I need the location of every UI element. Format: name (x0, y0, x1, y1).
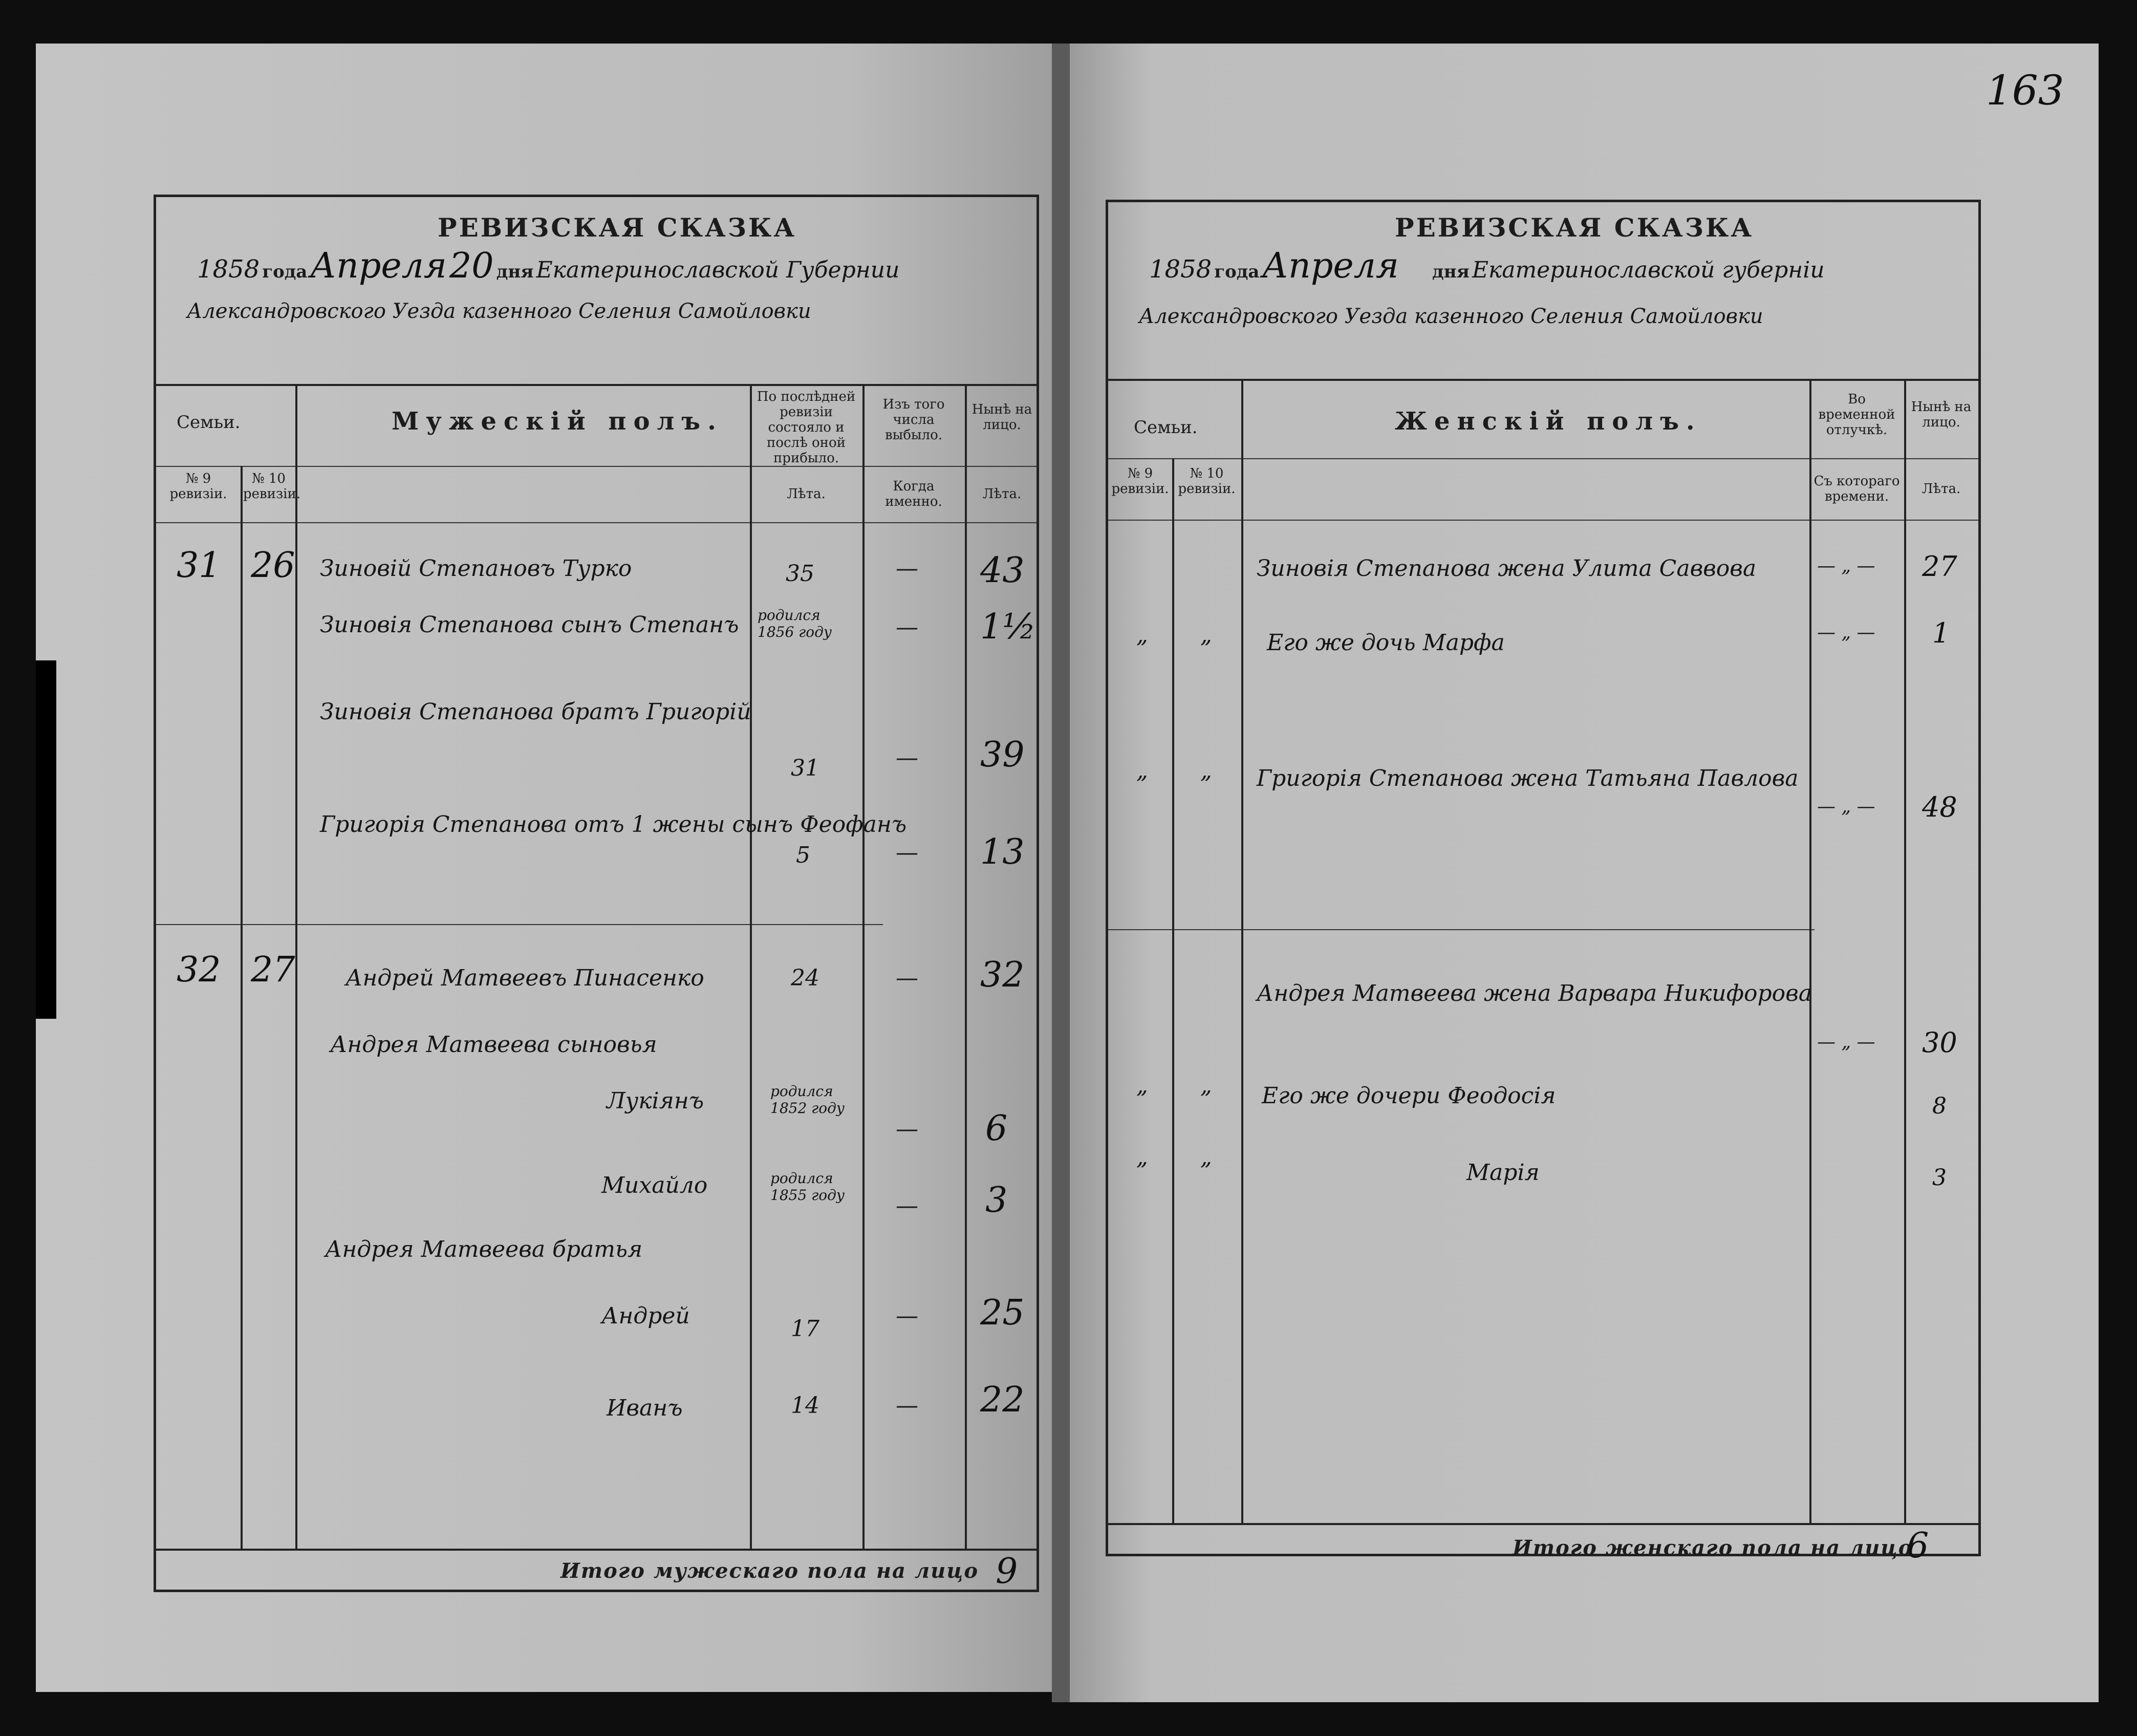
hdr-now: Нынѣ на лицо. (1911, 399, 1972, 430)
hdr-temp-absent: Во временной отлучкѣ. (1818, 392, 1895, 438)
hdr-years2: Лѣта. (982, 486, 1022, 502)
date-line (197, 246, 899, 286)
row-n9: 31 (177, 545, 221, 586)
row-n10: „ (1200, 1073, 1212, 1099)
header-rule (1108, 379, 1978, 381)
subheader-rule (1108, 458, 1978, 459)
row-now: 39 (980, 735, 1025, 775)
row-n10: 27 (251, 950, 295, 990)
day-label: дня (1432, 262, 1470, 282)
day: 20 (449, 246, 494, 286)
row-n10: 26 (251, 545, 295, 586)
hdr-sex: Мужескій полъ. (392, 407, 723, 436)
row-name: Андрей Матвеевъ Пинасенко (346, 965, 704, 991)
row-name: Михайло (601, 1172, 708, 1198)
row-out: — (896, 614, 918, 640)
row-now: 8 (1932, 1093, 1947, 1119)
hdr-rev9: № 9 ревизіи. (169, 471, 227, 502)
header-rule (156, 384, 1037, 386)
hdr-years: Лѣта. (1922, 481, 1961, 497)
row-now: 3 (985, 1180, 1008, 1220)
row-absent: — „ — (1817, 622, 1875, 643)
family-separator (1108, 929, 1815, 930)
row-name: Григорія Степанова отъ 1 жены сынъ Феофанъ (320, 811, 907, 838)
province: Екатеринославской Губернии (536, 257, 900, 283)
family-separator (156, 924, 883, 925)
row-n10: „ (1200, 758, 1212, 784)
total-value: 6 (1907, 1526, 1929, 1566)
row-n9: „ (1136, 622, 1148, 648)
hdr-now: Нынѣ на лицо. (972, 402, 1032, 433)
form-title: РЕВИЗСКАЯ СКАЗКА (438, 212, 797, 243)
row-last: родился 1856 году (758, 607, 832, 640)
year-label: года (1214, 262, 1260, 282)
row-n10: „ (1200, 622, 1212, 648)
row-out: — (896, 1392, 918, 1419)
book-gutter (1052, 44, 1070, 1702)
hdr-rev9: № 9 ревизіи. (1111, 466, 1169, 497)
col-sep-name (1809, 379, 1811, 1523)
hdr-when: Когда именно. (885, 479, 942, 509)
day-label: дня (496, 262, 534, 282)
row-now: 1 (1932, 617, 1950, 649)
row-n9: „ (1136, 758, 1148, 784)
col-sep-out (965, 384, 967, 1549)
row-name: Андрея Матвеева сыновья (330, 1032, 657, 1058)
district-line: Александровского Уезда казенного Селения Самойловки (187, 299, 811, 323)
row-name: Его же дочери Феодосія (1262, 1083, 1556, 1109)
row-name: Зиновій Степановъ Турко (320, 555, 632, 582)
date-line (1149, 246, 1825, 286)
row-out: — (896, 1116, 918, 1142)
row-name: Зиновія Степанова братъ Григорій (320, 699, 751, 725)
row-out: — (896, 745, 918, 771)
header-bottom-rule (156, 522, 1037, 523)
row-last: 17 (791, 1316, 819, 1342)
row-now: 6 (985, 1108, 1008, 1149)
col-sep-families (295, 384, 297, 1549)
row-name: Зиновія Степанова сынъ Степанъ (320, 612, 739, 638)
row-last: родился 1855 году (770, 1170, 845, 1204)
district-line: Александровского Уезда казенного Селения Самойловки (1139, 305, 1763, 328)
hdr-years: Лѣта. (787, 486, 826, 502)
hdr-since: Съ котораго времени. (1814, 474, 1900, 504)
total-label: Итого мужескаго пола на лицо (560, 1559, 979, 1583)
year-label: года (262, 262, 308, 282)
row-n9: 32 (177, 950, 221, 990)
row-n10: „ (1200, 1144, 1212, 1170)
row-now: 25 (980, 1293, 1025, 1333)
row-name: Иванъ (607, 1395, 683, 1421)
row-absent: — „ — (1817, 1032, 1875, 1053)
hdr-rev10: № 10 ревизіи. (1178, 466, 1236, 497)
row-last: 31 (791, 755, 819, 781)
total-label: Итого женскаго пола на лицо (1513, 1536, 1913, 1560)
row-out: — (896, 1303, 918, 1329)
total-rule (1108, 1523, 1978, 1525)
year: 1858 (1149, 255, 1212, 284)
row-now: 30 (1922, 1026, 1957, 1059)
page-number: 163 (1986, 67, 2064, 114)
row-name: Его же дочь Марфа (1267, 630, 1505, 656)
row-now: 32 (980, 955, 1025, 995)
row-n9: „ (1136, 1073, 1148, 1099)
row-name: Андрей (601, 1303, 690, 1329)
row-name: Григорія Степанова жена Татьяна Павлова (1257, 765, 1799, 791)
row-now: 22 (980, 1380, 1025, 1420)
col-sep-rev (1172, 458, 1174, 1523)
row-last: родился 1852 году (770, 1083, 845, 1117)
month: Апреля (1262, 246, 1399, 286)
row-absent: — „ — (1817, 555, 1875, 576)
year: 1858 (197, 255, 260, 284)
col-sep-rev (241, 466, 243, 1549)
header-bottom-rule (1108, 520, 1978, 521)
month: Апреля (310, 246, 447, 286)
hdr-families: Семьи. (1134, 417, 1198, 438)
province: Екатеринославской губерніи (1472, 257, 1825, 283)
row-last: 5 (796, 842, 810, 868)
row-name: Андрея Матвеева жена Варвара Никифорова (1257, 980, 1812, 1006)
hdr-left: Изъ того числа выбыло. (882, 397, 945, 443)
form-title: РЕВИЗСКАЯ СКАЗКА (1395, 212, 1754, 243)
row-out: — (896, 1193, 918, 1219)
row-last: 14 (791, 1392, 819, 1419)
total-rule (156, 1549, 1037, 1551)
col-sep-absent (1904, 379, 1906, 1523)
col-sep-last (862, 384, 865, 1549)
binding-tab (36, 660, 56, 1019)
row-out: — (896, 840, 918, 866)
female-form (1106, 200, 1981, 1566)
male-form (154, 195, 1039, 1592)
row-now: 48 (1922, 791, 1957, 823)
row-now: 13 (980, 832, 1025, 872)
row-now: 43 (980, 550, 1025, 591)
hdr-sex: Женскій полъ. (1395, 407, 1702, 436)
row-out: — (896, 555, 918, 582)
row-name: Андрея Матвеева братья (325, 1236, 643, 1262)
row-now: 1½ (980, 607, 1037, 647)
row-out: — (896, 965, 918, 991)
hdr-families: Семьи. (177, 412, 241, 433)
hdr-last-revision: По послѣдней ревизіи состояло и послѣ оной прибыло. (757, 389, 856, 466)
total-value: 9 (996, 1551, 1018, 1592)
col-sep-families (1241, 379, 1243, 1523)
hdr-rev10: № 10 ревизіи. (243, 471, 301, 502)
row-now: 27 (1922, 550, 1957, 583)
row-now: 3 (1932, 1165, 1947, 1191)
row-absent: — „ — (1817, 796, 1875, 817)
subheader-rule (156, 466, 1037, 467)
row-n9: „ (1136, 1144, 1148, 1170)
row-last: 35 (786, 561, 814, 587)
row-last: 24 (791, 965, 819, 991)
row-name: Лукіянъ (607, 1088, 704, 1114)
row-name: Марія (1466, 1160, 1540, 1186)
row-name: Зиновія Степанова жена Улита Саввова (1257, 555, 1757, 582)
col-sep-name (750, 384, 752, 1549)
